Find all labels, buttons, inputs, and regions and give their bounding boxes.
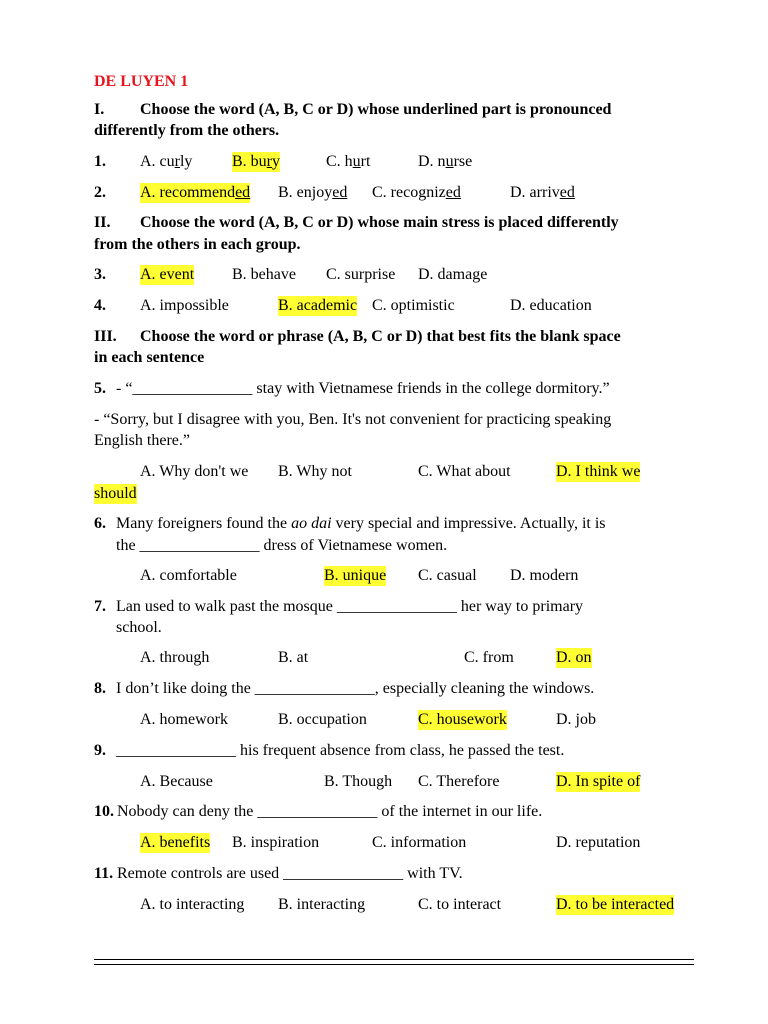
q5-dialogue-line-3: English there.” <box>94 432 190 449</box>
q1-option-a[interactable]: A. curly <box>140 153 193 170</box>
q4-option-d[interactable]: D. education <box>510 297 592 314</box>
q7-question-cont: school. <box>116 619 162 636</box>
q7-option-a[interactable]: A. through <box>140 649 210 666</box>
q10-option-a[interactable]: A. benefits <box>140 834 211 851</box>
q8-question: I don’t like doing the _______________, especially cleaning the windows. <box>116 680 595 697</box>
q5-dialogue-line-2: - “Sorry, but I disagree with you, Ben. It's not convenient for practicing speaking <box>94 411 612 428</box>
q7-option-b[interactable]: B. at <box>278 649 309 666</box>
section-iii-number: III. <box>94 328 117 345</box>
q6-question: Many foreigners found the ao dai very special and impressive. Actually, it is <box>116 515 606 532</box>
q9-number: 9. <box>94 742 106 759</box>
q7-number: 7. <box>94 598 106 615</box>
section-iii-instruction-cont: in each sentence <box>94 349 205 366</box>
q9-option-c[interactable]: C. Therefore <box>418 773 500 790</box>
q9-option-d[interactable]: D. In spite of <box>556 773 641 790</box>
q6-option-a[interactable]: A. comfortable <box>140 567 237 584</box>
q8-option-d[interactable]: D. job <box>556 711 596 728</box>
q2-option-b[interactable]: B. enjoyed <box>278 184 348 201</box>
q5-option-a[interactable]: A. Why don't we <box>140 463 249 480</box>
q6-question-cont: the _______________ dress of Vietnamese women. <box>116 537 448 554</box>
q4-option-b[interactable]: B. academic <box>278 297 358 314</box>
footer-rule-bottom <box>94 964 694 965</box>
q8-option-b[interactable]: B. occupation <box>278 711 367 728</box>
q5-option-c[interactable]: C. What about <box>418 463 511 480</box>
q2-option-a[interactable]: A. recommended <box>140 184 251 201</box>
q1-option-d[interactable]: D. nurse <box>418 153 473 170</box>
q8-number: 8. <box>94 680 106 697</box>
q5-number: 5. <box>94 380 106 397</box>
section-i-instruction-cont: differently from the others. <box>94 122 280 139</box>
q2-number: 2. <box>94 184 106 201</box>
q5-option-d[interactable]: D. I think we <box>556 463 641 480</box>
q9-option-b[interactable]: B. Though <box>324 773 393 790</box>
q11-number: 11. <box>94 865 114 882</box>
section-ii-instruction-cont: from the others in each group. <box>94 236 301 253</box>
q6-number: 6. <box>94 515 106 532</box>
q1-option-b[interactable]: B. bury <box>232 153 280 170</box>
q10-question: Nobody can deny the _______________ of the internet in our life. <box>117 803 543 820</box>
q6-term-ao-dai: ao dai <box>291 515 332 532</box>
section-iii-instruction: Choose the word or phrase (A, B, C or D) that best fits the blank space <box>140 328 621 345</box>
q5-option-d-cont[interactable]: should <box>94 485 137 502</box>
q11-option-b[interactable]: B. interacting <box>278 896 366 913</box>
q10-option-b[interactable]: B. inspiration <box>232 834 320 851</box>
q3-option-d[interactable]: D. damage <box>418 266 488 283</box>
q7-question: Lan used to walk past the mosque _______________ her way to primary <box>116 598 584 615</box>
section-ii-instruction: Choose the word (A, B, C or D) whose main stress is placed differently <box>140 214 619 231</box>
q11-option-a[interactable]: A. to interacting <box>140 896 245 913</box>
q1-option-c[interactable]: C. hurt <box>326 153 371 170</box>
q5-dialogue-line-1: - “_______________ stay with Vietnamese friends in the college dormitory.” <box>116 380 610 397</box>
page-title: DE LUYEN 1 <box>94 73 189 90</box>
section-i-number: I. <box>94 101 105 118</box>
q6-option-d[interactable]: D. modern <box>510 567 579 584</box>
q9-option-a[interactable]: A. Because <box>140 773 213 790</box>
q10-option-c[interactable]: C. information <box>372 834 467 851</box>
q1-number: 1. <box>94 153 106 170</box>
q2-option-d[interactable]: D. arrived <box>510 184 575 201</box>
q7-option-d[interactable]: D. on <box>556 649 592 666</box>
q3-number: 3. <box>94 266 106 283</box>
q11-option-c[interactable]: C. to interact <box>418 896 502 913</box>
q10-option-d[interactable]: D. reputation <box>556 834 641 851</box>
q2-option-c[interactable]: C. recognized <box>372 184 461 201</box>
q5-option-b[interactable]: B. Why not <box>278 463 352 480</box>
section-ii-number: II. <box>94 214 111 231</box>
q3-option-c[interactable]: C. surprise <box>326 266 396 283</box>
footer-rule-top <box>94 959 694 960</box>
q6-option-c[interactable]: C. casual <box>418 567 477 584</box>
q7-option-c[interactable]: C. from <box>464 649 514 666</box>
q3-option-a[interactable]: A. event <box>140 266 195 283</box>
q4-option-c[interactable]: C. optimistic <box>372 297 455 314</box>
q4-number: 4. <box>94 297 106 314</box>
section-i-instruction: Choose the word (A, B, C or D) whose underlined part is pronounced <box>140 101 612 118</box>
q11-question: Remote controls are used _______________ with TV. <box>117 865 463 882</box>
q10-number: 10. <box>94 803 114 820</box>
q3-option-b[interactable]: B. behave <box>232 266 296 283</box>
q4-option-a[interactable]: A. impossible <box>140 297 229 314</box>
q11-option-d[interactable]: D. to be interacted <box>556 896 675 913</box>
q8-option-c[interactable]: C. housework <box>418 711 507 728</box>
q8-option-a[interactable]: A. homework <box>140 711 228 728</box>
q9-question: _______________ his frequent absence from class, he passed the test. <box>116 742 565 759</box>
q6-option-b[interactable]: B. unique <box>324 567 387 584</box>
